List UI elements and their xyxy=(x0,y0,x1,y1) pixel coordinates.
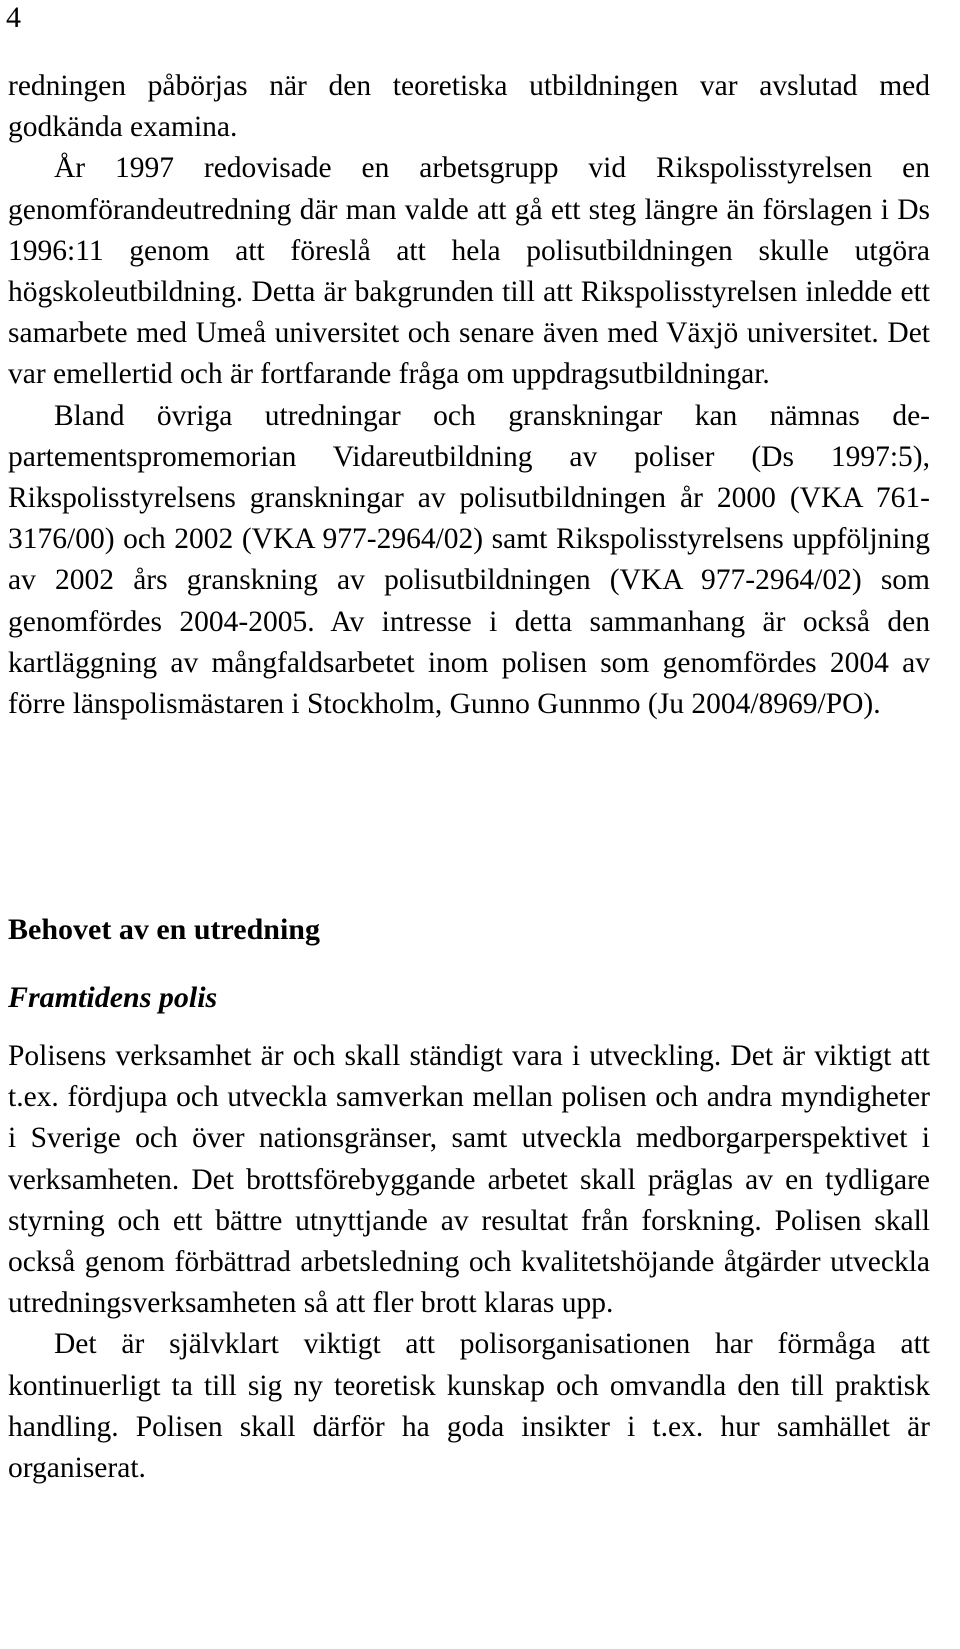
paragraph-ovriga-utredningar: Bland övriga utredningar och granskningar kan nämnas departementspromemorian Vidareutbildning av poliser (Ds 1997:5), Rikspolisstyrelsens granskningar av polisutbildningen år 2000 (VKA 761-3176/00) och 2002 (VKA 977-2964/02) samt Rikspolisstyrelsens uppföljning av 2002 års granskning av polisutbildningen (VKA 977-2964/02) som genomfördes 2004-2005. Av intresse i detta sammanhang är också den kartläggning av mångfaldsarbetet inom polisen som genomfördes 2004 av förre länspolismästaren i Stockholm, Gunno Gunnmo (Ju 2004/8969/PO). xyxy=(8,399,930,721)
section-subheading: Framtidens polis xyxy=(8,981,218,1014)
page-number: 4 xyxy=(6,1,21,34)
framtidens-polis-text-block xyxy=(8,1036,930,1489)
paragraph-kunskap: Det är självklart viktigt att polisorganisationen har förmåga att kontinuerligt ta till sig ny teoretisk kunskap och omvandla den till praktisk handling. Polisen skall därför ha goda insikter i t.ex. hur samhället är organiserat. xyxy=(8,1328,930,1485)
paragraph-genomforande: År 1997 redovisade en arbetsgrupp vid Rikspolisstyrelsen en genomförandeutredning där man valde att gå ett steg längre än förslagen i Ds 1996:11 genom att föreslå att hela polisutbildningen skulle utgöra högskoleutbildning. Detta är bakgrunden till att Rikspolisstyrelsen inledde ett samarbete med Umeå universitet och senare även med Växjö universitet. Det var emellertid och är fortfarande fråga om uppdragsutbildningar. xyxy=(8,152,930,391)
paragraph-verksamhet: Polisens verksamhet är och skall ständigt vara i utveckling. Det är viktigt att t.ex. fördjupa och utveckla samverkan mellan polisen och andra myndigheter i Sverige och över nationsgränser, samt utveckla medborgarperspektivet i verksamheten. Det brottsförebyggande arbetet skall präglas av en tydligare styrning och ett bättre utnyttjande av resultat från forskning. Polisen skall också genom förbättrad arbetsledning och kvalitetshöjande åtgärder utveckla utredningsverksamheten så att fler brott klaras upp. xyxy=(8,1040,930,1320)
section-heading: Behovet av en utredning xyxy=(8,913,320,946)
paragraph-continuation: redningen påbörjas när den teoretiska utbildningen var avslutad med godkända examina. xyxy=(8,70,930,144)
intro-text-block xyxy=(8,66,930,725)
